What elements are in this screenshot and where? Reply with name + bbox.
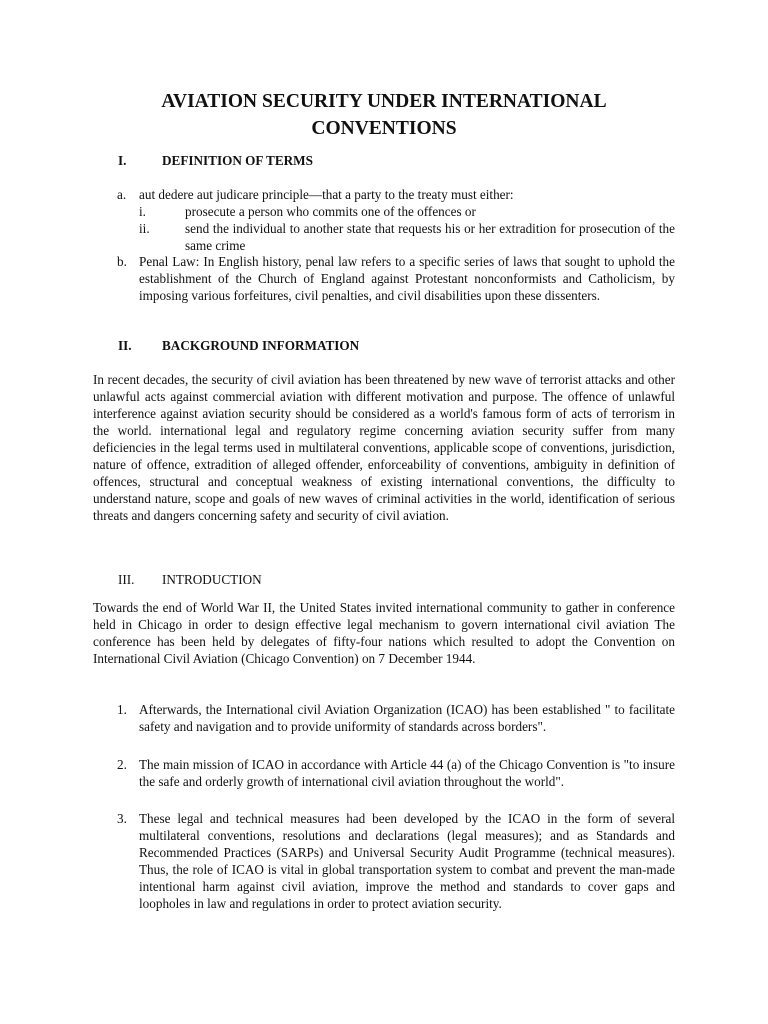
numbered-item-3: These legal and technical measures had been developed by the ICAO in the form of several multilateral conventions, resolutions and declarations (legal measures); and as Standards and Recommended Practices (SARPs) and Universal Security Audit Programme (technical measures). Thus, the role of ICAO is vital in global transportation system to combat and prevent the man-made intentional harm against civil aviation, improve the method and standards to cover gaps and loopholes in law and regulations in order to protect aviation security.: [139, 811, 675, 911]
section-number: I.: [118, 153, 127, 168]
document-title: AVIATION SECURITY UNDER INTERNATIONAL CONVENTIONS: [161, 91, 607, 139]
section-number: III.: [118, 572, 135, 587]
sub-item-ii-text: send the individual to another state that requests his or her extradition for prosecution of the same crime: [185, 221, 675, 253]
section-title: BACKGROUND INFORMATION: [162, 338, 360, 353]
numbered-label-2: 2.: [117, 757, 127, 772]
definition-a-text: aut dedere aut judicare principle—that a party to the treaty must either:: [139, 187, 514, 202]
numbered-item-1: Afterwards, the International civil Aviation Organization (ICAO) has been established " to facilitate safety and navigation and to provide uniformity of standards across borders".: [139, 702, 675, 734]
section-title: INTRODUCTION: [162, 572, 262, 587]
introduction-paragraph: Towards the end of World War II, the United States invited international community to gather in conference held in Chicago in order to design effective legal mechanism to govern international civil aviation The conference has been held by delegates of fifty-four nations which resulted to adopt the Convention on International Civil Aviation (Chicago Convention) on 7 December 1944.: [93, 600, 675, 666]
numbered-label-1: 1.: [117, 702, 127, 717]
background-paragraph: In recent decades, the security of civil aviation has been threatened by new wave of terrorist attacks and other unlawful acts against commercial aviation with different motivation and purpose. The offence of unlawful interference against aviation security should be considered as a world's famous form of acts of terrorism in the world. international legal and regulatory regime concerning aviation security suffer from many deficiencies in the legal terms used in multilateral conventions, applicable scope of conventions, jurisdiction, nature of offence, extradition of alleged offender, enforceability of conventions, ambiguity in definition of offences, structural and conceptual weakness of existing international conventions, the difficulty to understand nature, scope and goals of new waves of criminal activities in the world, identification of serious threats and dangers concerning safety and security of civil aviation.: [93, 372, 675, 523]
list-label-a: a.: [117, 187, 127, 202]
numbered-label-3: 3.: [117, 811, 127, 826]
definition-b-text: Penal Law: In English history, penal law refers to a specific series of laws that sought to uphold the establishment of the Church of England against Protestant nonconformists and Catholicism, by imposing various forfeitures, civil penalties, and civil disabilities upon these dissenters.: [139, 254, 675, 303]
section-number: II.: [118, 338, 132, 353]
sub-item-i-text: prosecute a person who commits one of the offences or: [185, 204, 476, 219]
sub-label-i: i.: [139, 204, 146, 219]
sub-label-ii: ii.: [139, 221, 150, 236]
list-label-b: b.: [117, 254, 127, 269]
section-title: DEFINITION OF TERMS: [162, 153, 313, 168]
numbered-item-2: The main mission of ICAO in accordance with Article 44 (a) of the Chicago Convention is "to insure the safe and orderly growth of international civil aviation throughout the world".: [139, 757, 675, 789]
